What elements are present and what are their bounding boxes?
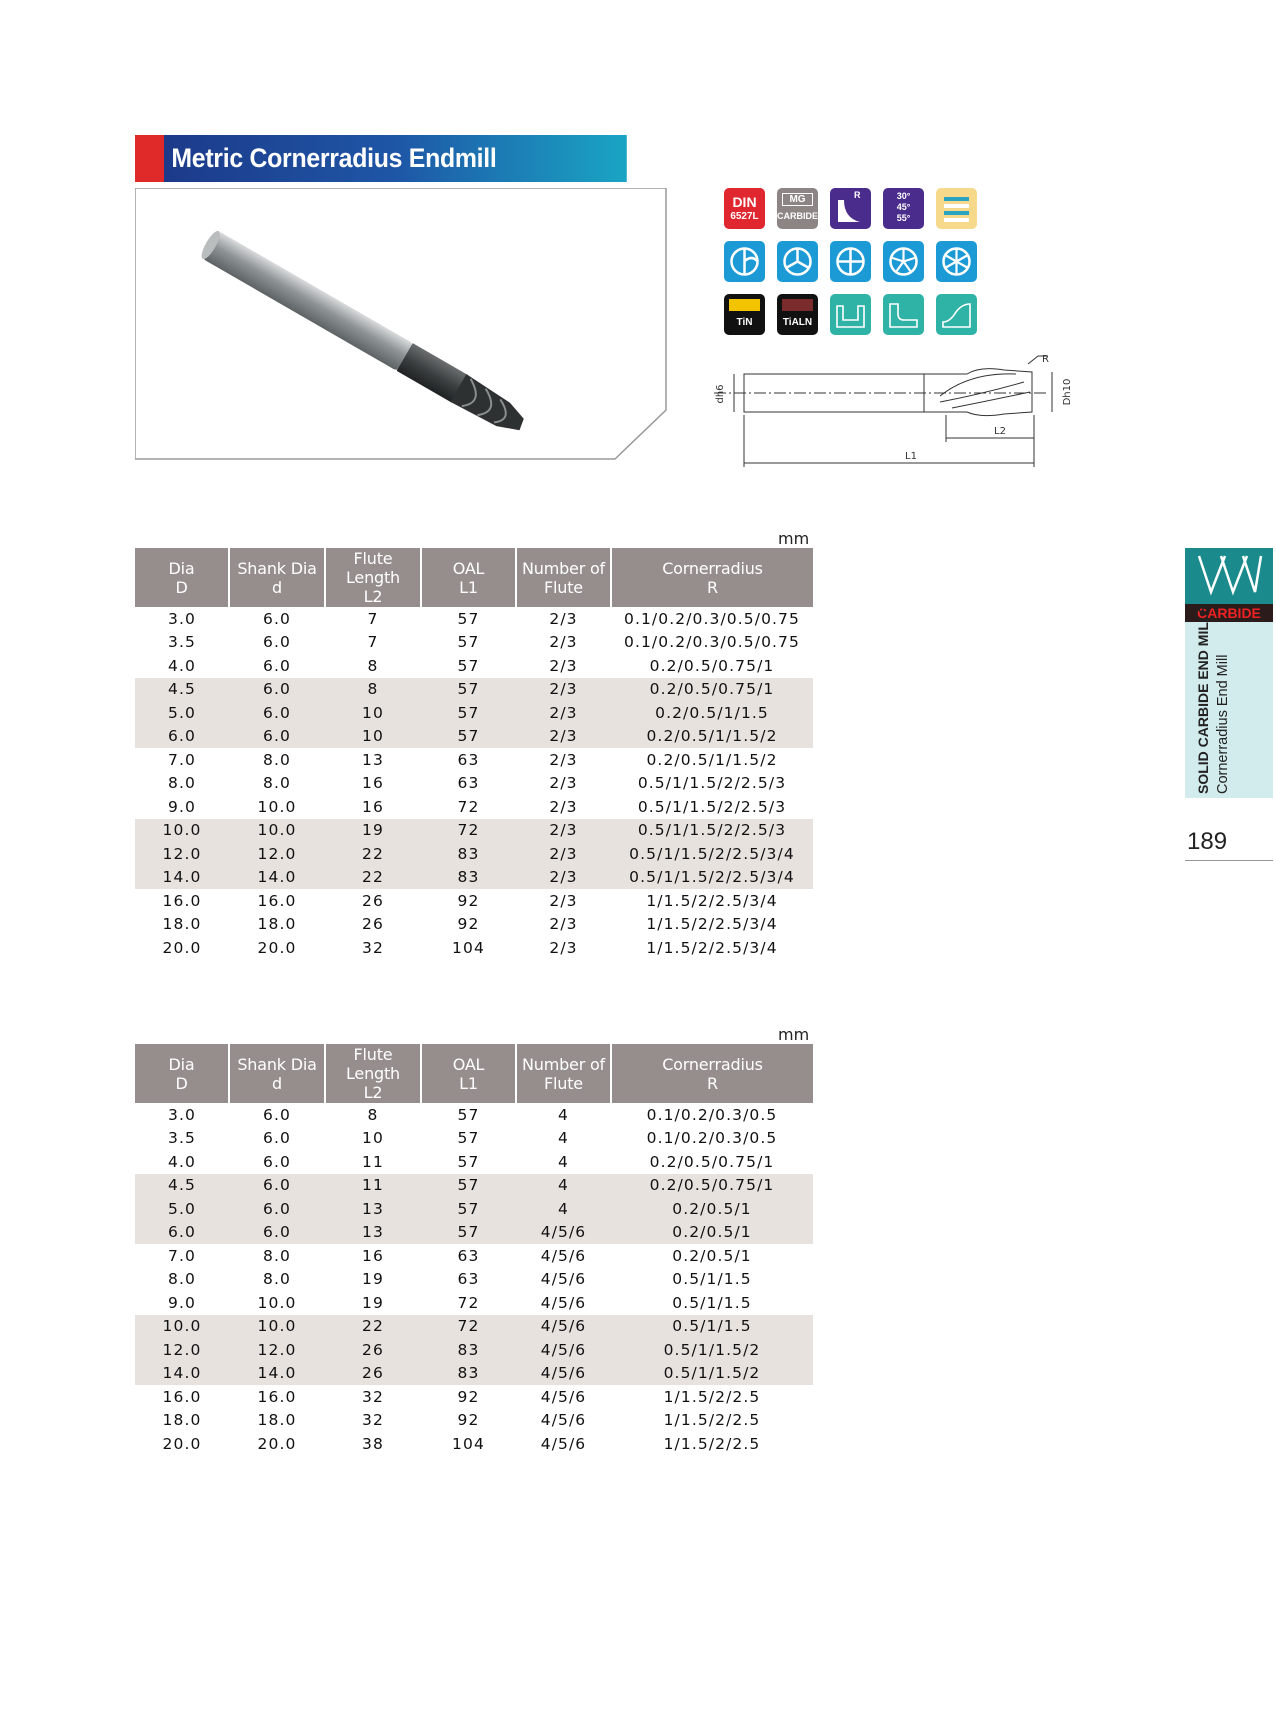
- material-suitability-icon: [936, 188, 977, 229]
- table-row: [135, 1268, 813, 1292]
- cell-flute-length: 10: [362, 1129, 384, 1148]
- cell-dia: 7.0: [168, 1246, 196, 1265]
- cell-dia: 4.0: [168, 656, 196, 675]
- header-shank-dia: Shank Dia d: [229, 1044, 325, 1103]
- cell-number-of-flute: 4/5/6: [516, 1221, 611, 1245]
- table1-unit: mm: [778, 529, 810, 548]
- cell-oal: 57: [421, 1221, 516, 1245]
- product-photo: [135, 188, 667, 460]
- cell-oal: 83: [421, 866, 516, 890]
- carbide-label: CARBIDE: [1185, 604, 1273, 622]
- cell-shank-dia: 8.0: [263, 750, 291, 769]
- din-badge-icon: DIN 6527L: [724, 188, 765, 229]
- table-row: [135, 842, 813, 866]
- profiling-icon: [883, 294, 924, 335]
- cell-shank-dia: 8.0: [263, 774, 291, 793]
- cell-dia: 12.0: [135, 1338, 229, 1362]
- cell-shank-dia: 6.0: [229, 678, 325, 702]
- table-row: [135, 1432, 813, 1456]
- cell-oal: 104: [452, 938, 485, 957]
- cell-cornerradius: 1/1.5/2/2.5/3/4: [646, 938, 778, 957]
- cell-cornerradius: 0.1/0.2/0.3/0.5/0.75: [623, 633, 800, 652]
- mg-carbide-icon: MG CARBIDE: [777, 188, 818, 229]
- page-number: 189: [1187, 828, 1228, 855]
- table-row: [135, 1362, 813, 1386]
- cell-number-of-flute: 4/5/6: [540, 1411, 587, 1430]
- table-row: [135, 1174, 813, 1198]
- cell-shank-dia: 6.0: [229, 701, 325, 725]
- cell-shank-dia: 6.0: [263, 609, 291, 628]
- header-dia: Dia D: [135, 548, 229, 607]
- cell-oal: 57: [457, 609, 480, 628]
- table-row: [135, 1385, 813, 1409]
- table-header-row: [135, 1044, 813, 1103]
- cell-flute-length: 32: [362, 1387, 384, 1406]
- cell-cornerradius: 0.5/1/1.5/2/2.5/3: [611, 819, 813, 843]
- cell-cornerradius: 0.2/0.5/0.75/1: [611, 678, 813, 702]
- cell-flute-length: 7: [367, 609, 379, 628]
- cell-flute-length: 13: [325, 1197, 421, 1221]
- cell-number-of-flute: 4/5/6: [540, 1434, 587, 1453]
- cell-cornerradius: 0.2/0.5/1/1.5: [611, 701, 813, 725]
- cell-number-of-flute: 4: [558, 1105, 569, 1124]
- cell-number-of-flute: 4/5/6: [540, 1270, 587, 1289]
- cell-number-of-flute: 2/3: [516, 725, 611, 749]
- l2-label: L2: [994, 426, 1006, 437]
- tab-body: [1185, 604, 1273, 798]
- section-title-bar: [135, 135, 667, 182]
- section-side-tab: [1185, 548, 1273, 798]
- cell-oal: 57: [457, 1152, 480, 1171]
- cell-dia: 4.5: [135, 678, 229, 702]
- cell-number-of-flute: 4: [558, 1152, 569, 1171]
- header-flute-length: Flute Length L2: [325, 1044, 421, 1103]
- cell-number-of-flute: 2/3: [549, 633, 578, 652]
- table-row: [135, 631, 813, 655]
- cell-cornerradius: 0.5/1/1.5: [611, 1315, 813, 1339]
- cell-number-of-flute: 4: [516, 1174, 611, 1198]
- cell-dia: 18.0: [162, 915, 202, 934]
- cell-shank-dia: 6.0: [229, 725, 325, 749]
- cell-oal: 57: [421, 1174, 516, 1198]
- cell-number-of-flute: 2/3: [516, 819, 611, 843]
- cell-number-of-flute: 2/3: [516, 678, 611, 702]
- cell-number-of-flute: 4/5/6: [516, 1362, 611, 1386]
- cell-dia: 4.5: [135, 1174, 229, 1198]
- header-number-of-flute: Number of Flute: [516, 1044, 611, 1103]
- cell-flute-length: 10: [325, 701, 421, 725]
- five-flute-icon: [883, 241, 924, 282]
- table-row: [135, 1315, 813, 1339]
- table-row: [135, 1197, 813, 1221]
- cell-oal: 63: [457, 1270, 480, 1289]
- cell-cornerradius: 0.5/1/1.5/2: [611, 1338, 813, 1362]
- table-row: [135, 913, 813, 937]
- cell-shank-dia: 8.0: [263, 1246, 291, 1265]
- cell-dia: 10.0: [135, 1315, 229, 1339]
- cell-shank-dia: 6.0: [229, 1221, 325, 1245]
- cell-shank-dia: 10.0: [229, 819, 325, 843]
- two-flute-icon: [724, 241, 765, 282]
- table-row: [135, 725, 813, 749]
- cell-oal: 92: [457, 915, 480, 934]
- cell-number-of-flute: 2/3: [516, 701, 611, 725]
- cell-flute-length: 22: [325, 1315, 421, 1339]
- cell-flute-length: 11: [325, 1174, 421, 1198]
- cell-number-of-flute: 4/5/6: [540, 1246, 587, 1265]
- carbide-logo-icon: [1185, 548, 1273, 604]
- cell-shank-dia: 20.0: [257, 938, 297, 957]
- corner-radius-icon: R: [830, 188, 871, 229]
- cell-dia: 9.0: [168, 1293, 196, 1312]
- table-row: [135, 795, 813, 819]
- table-row: [135, 772, 813, 796]
- cell-number-of-flute: 2/3: [549, 938, 578, 957]
- cell-flute-length: 19: [325, 819, 421, 843]
- cell-cornerradius: 0.1/0.2/0.3/0.5: [646, 1105, 778, 1124]
- cell-flute-length: 26: [325, 1338, 421, 1362]
- cell-number-of-flute: 4: [558, 1129, 569, 1148]
- cell-shank-dia: 12.0: [229, 1338, 325, 1362]
- cell-number-of-flute: 4/5/6: [540, 1387, 587, 1406]
- cell-number-of-flute: 4/5/6: [540, 1293, 587, 1312]
- cell-flute-length: 22: [325, 842, 421, 866]
- cell-dia: 4.0: [168, 1152, 196, 1171]
- cell-flute-length: 7: [367, 633, 379, 652]
- cell-dia: 20.0: [162, 1434, 202, 1453]
- helix-angle-icon: 30° 45° 55°: [883, 188, 924, 229]
- dh6-label: dh6: [715, 384, 726, 404]
- table-header-row: [135, 548, 813, 607]
- cell-cornerradius: 0.2/0.5/0.75/1: [649, 1152, 775, 1171]
- cell-number-of-flute: 2/3: [516, 842, 611, 866]
- four-flute-icon: [830, 241, 871, 282]
- cell-dia: 6.0: [135, 1221, 229, 1245]
- cell-cornerradius: 0.5/1/1.5/2: [611, 1362, 813, 1386]
- cell-number-of-flute: 2/3: [549, 609, 578, 628]
- cell-shank-dia: 18.0: [257, 915, 297, 934]
- cell-number-of-flute: 2/3: [549, 774, 578, 793]
- cell-flute-length: 16: [362, 774, 384, 793]
- cell-shank-dia: 18.0: [257, 1411, 297, 1430]
- table2-unit: mm: [778, 1025, 810, 1044]
- cell-shank-dia: 6.0: [263, 1129, 291, 1148]
- cell-dia: 20.0: [162, 938, 202, 957]
- page-number-rule: [1185, 860, 1273, 861]
- cell-dia: 3.0: [168, 609, 196, 628]
- cell-cornerradius: 0.2/0.5/1: [611, 1197, 813, 1221]
- ramping-icon: [936, 294, 977, 335]
- cell-flute-length: 16: [362, 1246, 384, 1265]
- table-row: [135, 1338, 813, 1362]
- cell-flute-length: 32: [362, 1411, 384, 1430]
- cell-dia: 5.0: [135, 1197, 229, 1221]
- cell-shank-dia: 6.0: [263, 656, 291, 675]
- cell-number-of-flute: 2/3: [516, 866, 611, 890]
- cell-number-of-flute: 2/3: [549, 656, 578, 675]
- three-flute-icon: [777, 241, 818, 282]
- cell-flute-length: 11: [362, 1152, 384, 1171]
- tin-coating-icon: TiN: [724, 294, 765, 335]
- cell-flute-length: 13: [362, 750, 384, 769]
- cell-shank-dia: 20.0: [257, 1434, 297, 1453]
- cell-shank-dia: 12.0: [229, 842, 325, 866]
- cell-cornerradius: 0.2/0.5/1/1.5/2: [611, 725, 813, 749]
- cell-cornerradius: 1/1.5/2/2.5: [663, 1434, 761, 1453]
- cell-dia: 16.0: [162, 891, 202, 910]
- header-dia: Dia D: [135, 1044, 229, 1103]
- cell-cornerradius: 0.2/0.5/0.75/1: [649, 656, 775, 675]
- cell-dia: 8.0: [168, 1270, 196, 1289]
- table-row: [135, 1244, 813, 1268]
- cell-oal: 57: [457, 1105, 480, 1124]
- tab-subcategory: Cornerradius End Mill: [1215, 654, 1231, 794]
- spec-table-1: [135, 548, 813, 960]
- cell-dia: 12.0: [135, 842, 229, 866]
- cell-oal: 83: [421, 1362, 516, 1386]
- cell-dia: 6.0: [135, 725, 229, 749]
- cell-oal: 57: [457, 633, 480, 652]
- cell-oal: 92: [457, 1387, 480, 1406]
- cell-oal: 92: [457, 1411, 480, 1430]
- spec-table-2: [135, 1044, 813, 1456]
- header-cornerradius: Cornerradius R: [611, 548, 813, 607]
- cell-number-of-flute: 4: [516, 1197, 611, 1221]
- header-oal: OAL L1: [421, 548, 516, 607]
- dimension-diagram: [712, 352, 1132, 472]
- cell-number-of-flute: 2/3: [549, 750, 578, 769]
- cell-flute-length: 26: [362, 891, 384, 910]
- cell-flute-length: 26: [362, 915, 384, 934]
- cell-number-of-flute: 2/3: [549, 915, 578, 934]
- cell-shank-dia: 6.0: [263, 1105, 291, 1124]
- cell-cornerradius: 0.2/0.5/0.75/1: [611, 1174, 813, 1198]
- table-row: [135, 654, 813, 678]
- cell-cornerradius: 1/1.5/2/2.5: [663, 1387, 761, 1406]
- cell-oal: 57: [457, 656, 480, 675]
- tialn-coating-icon: TiALN: [777, 294, 818, 335]
- table-row: [135, 701, 813, 725]
- cell-number-of-flute: 4/5/6: [516, 1315, 611, 1339]
- cell-cornerradius: 0.5/1/1.5/2/2.5/3/4: [611, 842, 813, 866]
- cell-flute-length: 26: [325, 1362, 421, 1386]
- title-accent: [135, 135, 164, 182]
- cell-flute-length: 19: [362, 1270, 384, 1289]
- header-number-of-flute: Number of Flute: [516, 548, 611, 607]
- cell-shank-dia: 14.0: [229, 866, 325, 890]
- endmill-illustration: [198, 229, 530, 439]
- cell-shank-dia: 10.0: [229, 1315, 325, 1339]
- cell-oal: 83: [421, 842, 516, 866]
- cell-shank-dia: 6.0: [263, 633, 291, 652]
- header-oal: OAL L1: [421, 1044, 516, 1103]
- table-row: [135, 748, 813, 772]
- cell-flute-length: 22: [325, 866, 421, 890]
- cell-cornerradius: 0.2/0.5/1: [611, 1221, 813, 1245]
- cell-number-of-flute: 2/3: [549, 797, 578, 816]
- cell-dia: 18.0: [162, 1411, 202, 1430]
- cell-dia: 7.0: [168, 750, 196, 769]
- page-title: Metric Cornerradius Endmill: [164, 135, 627, 182]
- cell-cornerradius: 0.2/0.5/1/1.5/2: [646, 750, 778, 769]
- cell-flute-length: 32: [362, 938, 384, 957]
- cell-oal: 63: [457, 750, 480, 769]
- table-row: [135, 1291, 813, 1315]
- table-row: [135, 1127, 813, 1151]
- table-row: [135, 1409, 813, 1433]
- cell-dia: 3.5: [168, 1129, 196, 1148]
- cell-dia: 5.0: [135, 701, 229, 725]
- cell-oal: 83: [421, 1338, 516, 1362]
- cell-oal: 57: [421, 701, 516, 725]
- header-shank-dia: Shank Dia d: [229, 548, 325, 607]
- cell-cornerradius: 0.2/0.5/1: [672, 1246, 752, 1265]
- cell-oal: 57: [457, 1129, 480, 1148]
- cell-flute-length: 16: [362, 797, 384, 816]
- cell-cornerradius: 1/1.5/2/2.5/3/4: [646, 891, 778, 910]
- cell-cornerradius: 0.5/1/1.5/2/2.5/3: [637, 797, 787, 816]
- cell-dia: 10.0: [135, 819, 229, 843]
- cell-shank-dia: 8.0: [263, 1270, 291, 1289]
- cell-oal: 92: [457, 891, 480, 910]
- cell-cornerradius: 0.5/1/1.5/2/2.5/3/4: [611, 866, 813, 890]
- cell-flute-length: 19: [362, 1293, 384, 1312]
- cell-dia: 8.0: [168, 774, 196, 793]
- table-row: [135, 866, 813, 890]
- cell-oal: 72: [457, 1293, 480, 1312]
- dh10-label: Dh10: [1062, 378, 1073, 406]
- cell-flute-length: 13: [325, 1221, 421, 1245]
- cell-flute-length: 8: [367, 656, 379, 675]
- cell-oal: 72: [457, 797, 480, 816]
- cell-oal: 104: [452, 1434, 485, 1453]
- table-row: [135, 607, 813, 631]
- cell-shank-dia: 6.0: [229, 1197, 325, 1221]
- table-row: [135, 936, 813, 960]
- cell-flute-length: 38: [362, 1434, 384, 1453]
- header-flute-length: Flute Length L2: [325, 548, 421, 607]
- cell-oal: 57: [421, 678, 516, 702]
- cell-dia: 14.0: [135, 866, 229, 890]
- cell-dia: 9.0: [168, 797, 196, 816]
- cell-number-of-flute: 2/3: [549, 891, 578, 910]
- cell-cornerradius: 1/1.5/2/2.5: [663, 1411, 761, 1430]
- r-label: R: [1042, 354, 1049, 365]
- header-cornerradius: Cornerradius R: [611, 1044, 813, 1103]
- table-row: [135, 678, 813, 702]
- cell-shank-dia: 16.0: [257, 891, 297, 910]
- cell-flute-length: 8: [367, 1105, 379, 1124]
- cell-shank-dia: 6.0: [263, 1152, 291, 1171]
- cell-oal: 72: [421, 819, 516, 843]
- tool-drawing: [712, 352, 1132, 472]
- cell-cornerradius: 1/1.5/2/2.5/3/4: [646, 915, 778, 934]
- table-row: [135, 1221, 813, 1245]
- cell-oal: 57: [421, 1197, 516, 1221]
- cell-cornerradius: 0.1/0.2/0.3/0.5: [646, 1129, 778, 1148]
- table-row: [135, 1103, 813, 1127]
- cell-flute-length: 10: [325, 725, 421, 749]
- tab-category: SOLID CARBIDE END MILLS: [1195, 604, 1211, 794]
- table-row: [135, 819, 813, 843]
- cell-cornerradius: 0.5/1/1.5: [672, 1293, 752, 1312]
- cell-shank-dia: 10.0: [257, 797, 297, 816]
- cell-number-of-flute: 4/5/6: [516, 1338, 611, 1362]
- slotting-icon: [830, 294, 871, 335]
- cell-cornerradius: 0.1/0.2/0.3/0.5/0.75: [623, 609, 800, 628]
- cell-shank-dia: 16.0: [257, 1387, 297, 1406]
- cell-cornerradius: 0.5/1/1.5: [672, 1270, 752, 1289]
- cell-oal: 63: [457, 774, 480, 793]
- cell-dia: 3.5: [168, 633, 196, 652]
- l1-label: L1: [905, 451, 917, 462]
- six-flute-icon: [936, 241, 977, 282]
- cell-oal: 63: [457, 1246, 480, 1265]
- cell-oal: 72: [421, 1315, 516, 1339]
- cell-shank-dia: 6.0: [229, 1174, 325, 1198]
- cell-shank-dia: 10.0: [257, 1293, 297, 1312]
- cell-dia: 3.0: [168, 1105, 196, 1124]
- cell-oal: 57: [421, 725, 516, 749]
- cell-cornerradius: 0.5/1/1.5/2/2.5/3: [637, 774, 787, 793]
- cell-shank-dia: 14.0: [229, 1362, 325, 1386]
- table-row: [135, 1150, 813, 1174]
- cell-dia: 16.0: [162, 1387, 202, 1406]
- cell-flute-length: 8: [325, 678, 421, 702]
- cell-dia: 14.0: [135, 1362, 229, 1386]
- table-row: [135, 889, 813, 913]
- property-icons: [724, 188, 984, 338]
